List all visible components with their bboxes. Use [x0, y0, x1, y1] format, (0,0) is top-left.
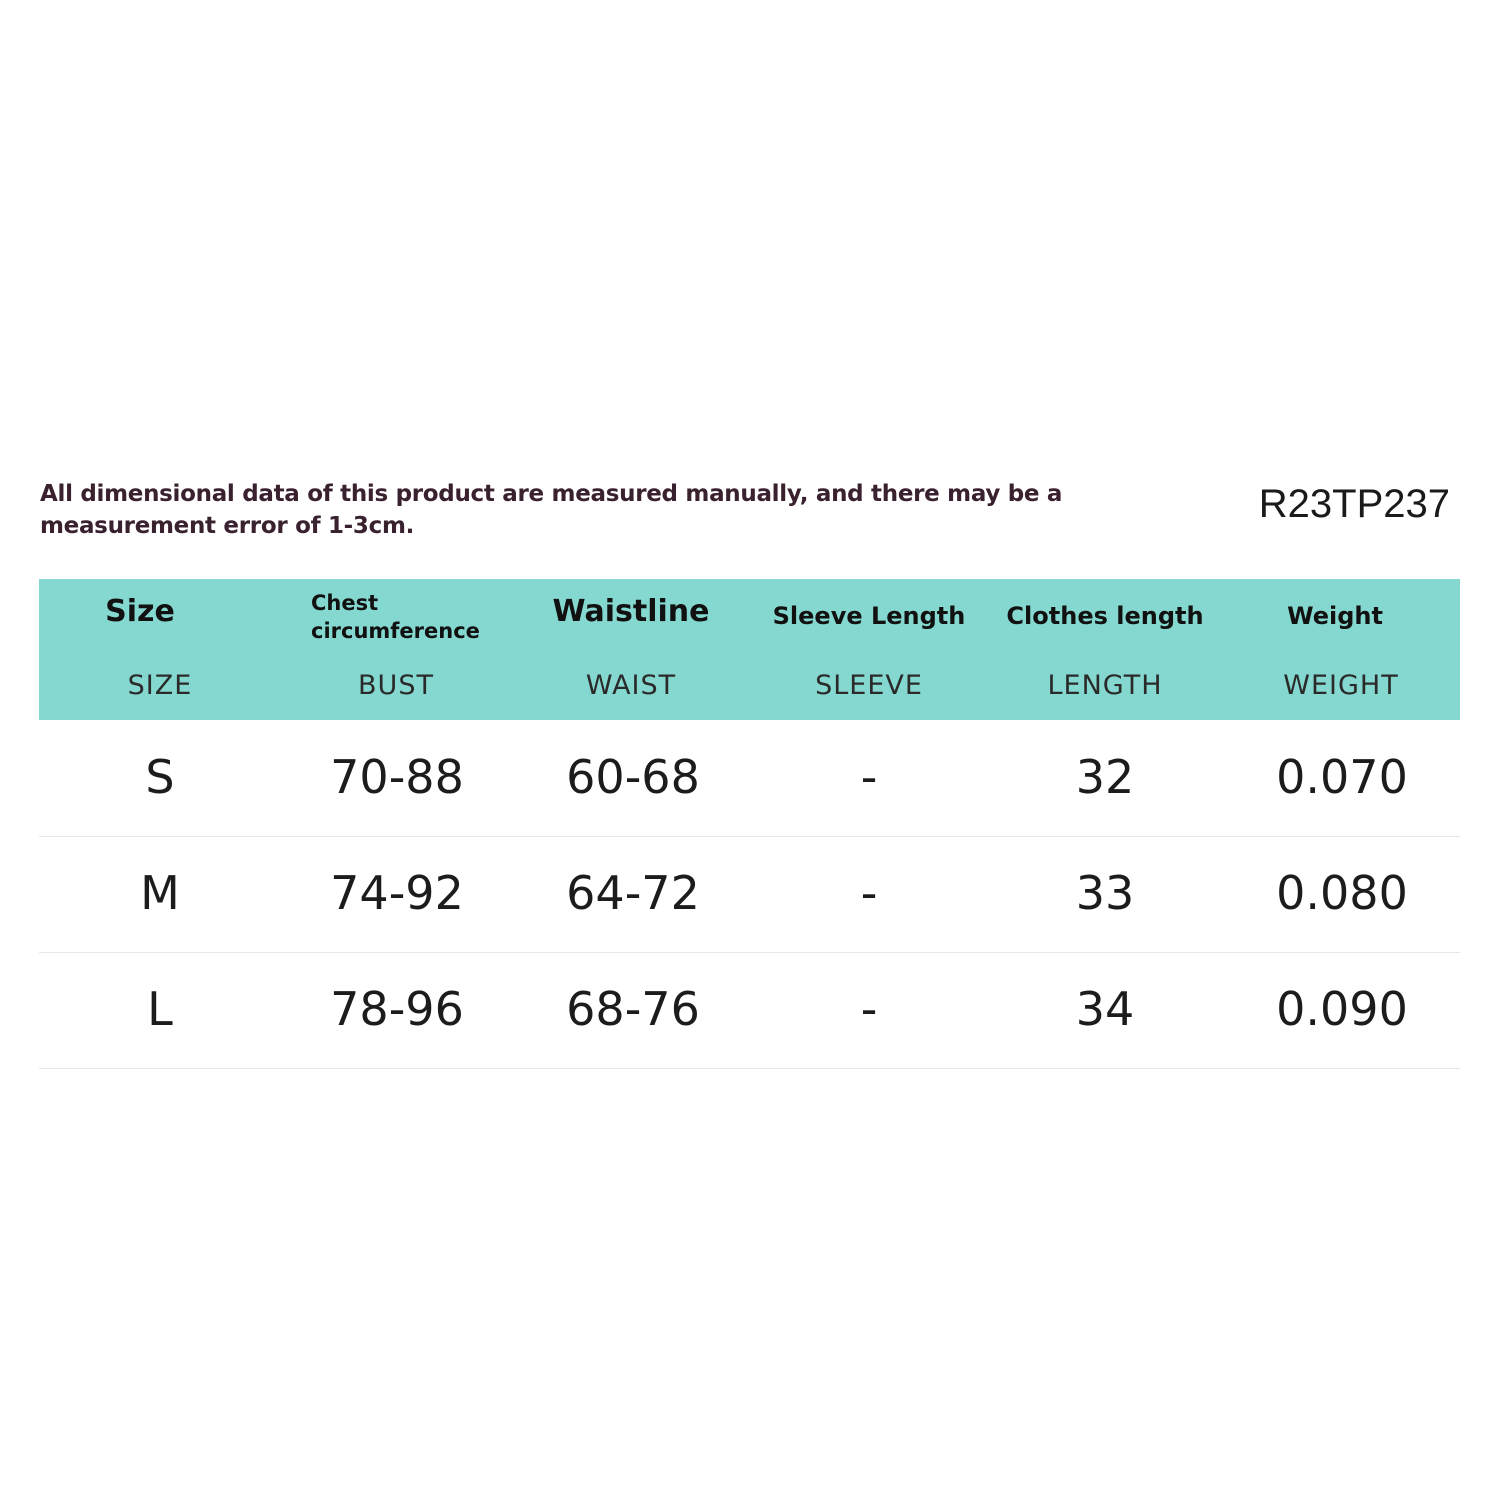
header-bust-label: Chest circumference: [311, 591, 480, 643]
cell-size: M: [140, 866, 180, 920]
size-table-header: [39, 579, 1460, 720]
header-waist-label: Waistline: [552, 594, 710, 629]
table-row: [39, 952, 1460, 1069]
header-waist-code: WAIST: [585, 670, 677, 701]
measurement-note: All dimensional data of this product are measured manually, and there may be a measurement error of 1-3cm.: [40, 481, 1063, 539]
cell-waist: 64-72: [566, 866, 700, 920]
cell-sleeve: -: [860, 750, 878, 804]
cell-weight: 0.070: [1276, 750, 1408, 804]
product-code: R23TP237: [1258, 482, 1450, 526]
header-weight-code: WEIGHT: [1283, 670, 1399, 701]
cell-length: 34: [1075, 982, 1135, 1036]
cell-size: S: [145, 750, 175, 804]
table-row: [39, 720, 1460, 837]
cell-size: L: [147, 982, 173, 1036]
cell-waist: 60-68: [566, 750, 700, 804]
header-bust-code: BUST: [358, 670, 434, 701]
cell-waist: 68-76: [566, 982, 700, 1036]
cell-sleeve: -: [860, 982, 878, 1036]
cell-weight: 0.080: [1276, 866, 1408, 920]
cell-length: 33: [1075, 866, 1135, 920]
cell-sleeve: -: [860, 866, 878, 920]
header-sleeve-label: Sleeve Length: [772, 602, 966, 630]
cell-bust: 74-92: [330, 866, 464, 920]
header-weight-label: Weight: [1287, 602, 1383, 630]
cell-length: 32: [1075, 750, 1135, 804]
cell-bust: 78-96: [330, 982, 464, 1036]
header-size-code: SIZE: [127, 670, 193, 701]
header-length-code: LENGTH: [1047, 670, 1163, 701]
table-row: [39, 836, 1460, 953]
header-size-label: Size: [105, 594, 175, 629]
cell-weight: 0.090: [1276, 982, 1408, 1036]
header-sleeve-code: SLEEVE: [815, 670, 923, 701]
header-length-label: Clothes length: [1006, 602, 1204, 630]
cell-bust: 70-88: [330, 750, 464, 804]
